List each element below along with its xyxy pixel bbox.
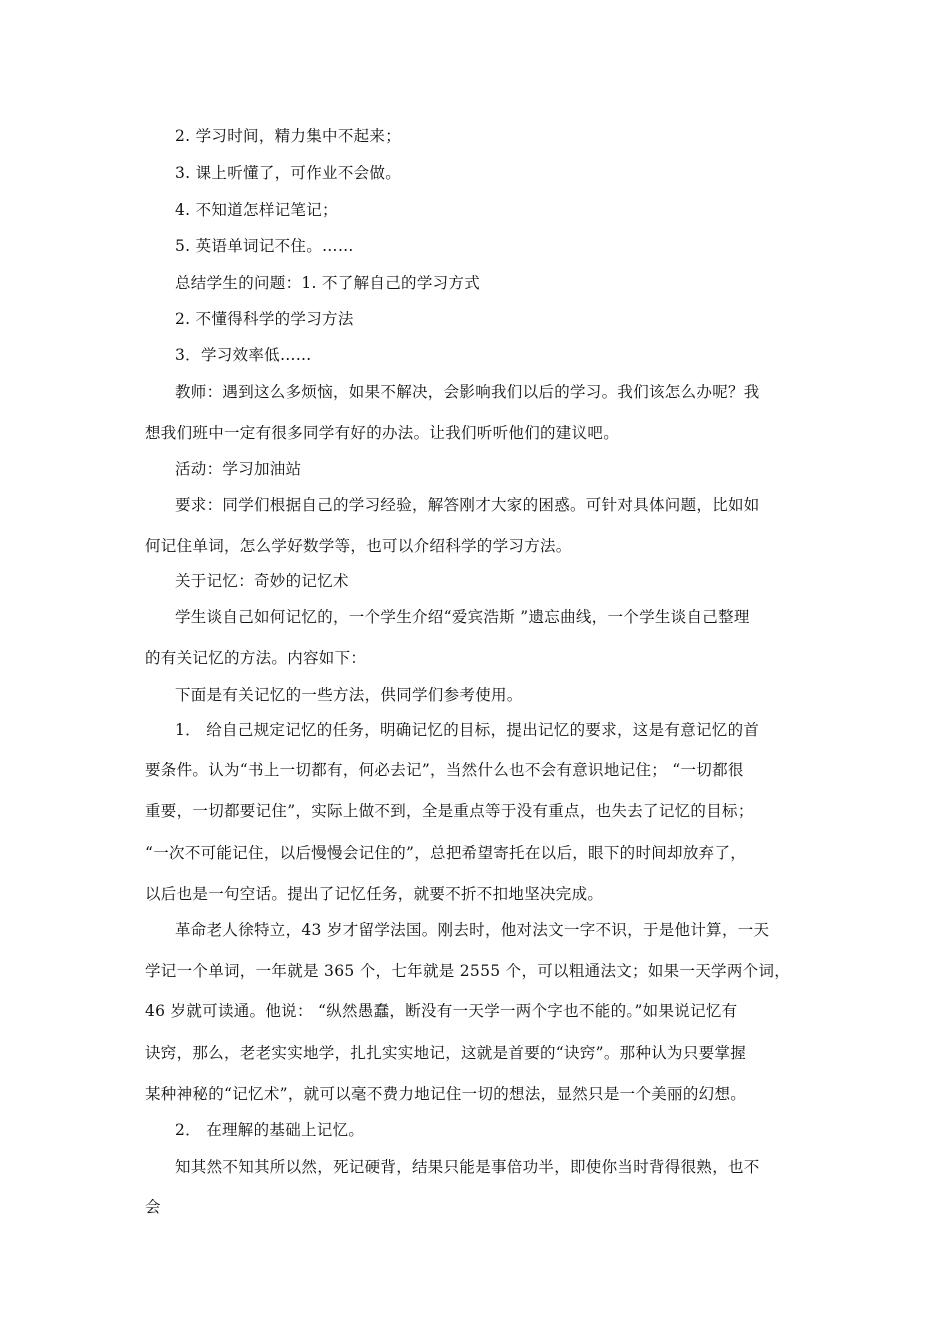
list-item: 4. 不知道怎样记笔记； (175, 201, 338, 219)
paragraph-line: 要条件。认为“书上一切都有，何必去记”，当然什么也不会有意识地记住； “一切都很 (145, 761, 744, 779)
paragraph-line: 总结学生的问题：1. 不了解自己的学习方式 (175, 274, 481, 292)
paragraph-line: 活动：学习加油站 (175, 460, 302, 478)
paragraph-line: 革命老人徐特立，43 岁才留学法国。刚去时，他对法文一字不识，于是他计算，一天 (175, 921, 770, 939)
list-item: 2. 不懂得科学的学习方法 (175, 310, 354, 328)
paragraph-line: 以后也是一句空话。提出了记忆任务，就要不折不扣地坚决完成。 (145, 885, 604, 903)
paragraph-line: 某种神秘的“记忆术”，就可以毫不费力地记住一切的想法，显然只是一个美丽的幻想。 (145, 1085, 747, 1103)
list-item: 3. 课上听懂了，可作业不会做。 (175, 164, 402, 182)
paragraph-line: 2． 在理解的基础上记忆。 (175, 1121, 365, 1139)
paragraph-line: 会 (145, 1198, 161, 1216)
paragraph-line: 学记一个单词，一年就是 365 个，七年就是 2555 个，可以粗通法文；如果一天学两个词， (145, 962, 791, 980)
paragraph-line: 教师：遇到这么多烦恼，如果不解决，会影响我们以后的学习。我们该怎么办呢？我 (175, 383, 760, 401)
list-item: 3．学习效率低…… (175, 346, 312, 364)
paragraph-line: 想我们班中一定有很多同学有好的办法。让我们听听他们的建议吧。 (145, 424, 620, 442)
paragraph-line: 要求：同学们根据自己的学习经验，解答刚才大家的困惑。可针对具体问题，比如如 (175, 496, 760, 514)
list-item: 5. 英语单词记不住。…… (175, 237, 354, 255)
paragraph-line: 关于记忆：奇妙的记忆术 (175, 572, 349, 590)
paragraph-line: “一次不可能记住，以后慢慢会记住的”，总把希望寄托在以后，眼下的时间却放弃了， (145, 844, 747, 862)
paragraph-line: 知其然不知其所以然，死记硬背，结果只能是事倍功半，即使你当时背得很熟，也不 (175, 1158, 760, 1176)
paragraph-line: 学生谈自己如何记忆的，一个学生介绍“爱宾浩斯 ”遗忘曲线，一个学生谈自己整理 (175, 608, 750, 626)
paragraph-line: 1． 给自己规定记忆的任务，明确记忆的目标，提出记忆的要求，这是有意记忆的首 (175, 721, 760, 739)
paragraph-line: 下面是有关记忆的一些方法，供同学们参考使用。 (175, 686, 523, 704)
paragraph-line: 的有关记忆的方法。内容如下： (145, 649, 367, 667)
paragraph-line: 46 岁就可读通。他说： “纵然愚蠢，断没有一天学一两个字也不能的。”如果说记忆有 (145, 1002, 738, 1020)
paragraph-line: 诀窍，那么，老老实实地学，扎扎实实地记，这就是首要的“诀窍”。那种认为只要掌握 (145, 1044, 747, 1062)
paragraph-line: 何记住单词，怎么学好数学等，也可以介绍科学的学习方法。 (145, 537, 572, 555)
paragraph-line: 重要，一切都要记住”，实际上做不到，全是重点等于没有重点，也失去了记忆的目标； (145, 802, 754, 820)
list-item: 2. 学习时间，精力集中不起来； (175, 127, 402, 145)
